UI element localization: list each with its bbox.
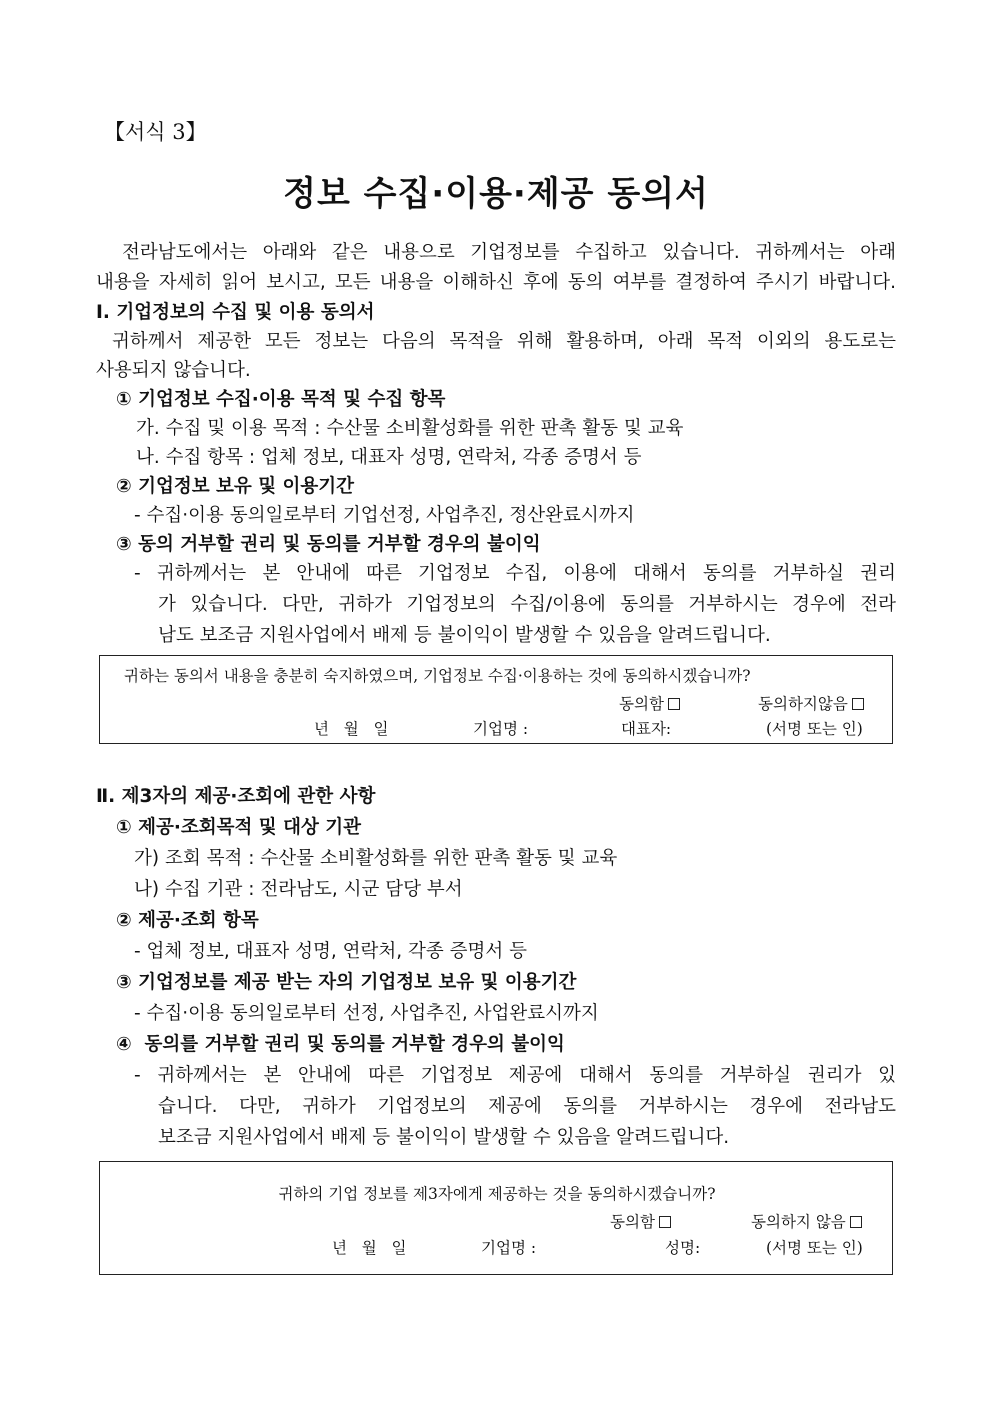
agree-label: 동의함: [610, 1213, 655, 1231]
section2-item3-title: ③ 기업정보를 제공 받는 자의 기업정보 보유 및 이용기간: [116, 972, 577, 993]
signature-field-1: (서명 또는 인): [766, 720, 863, 738]
disagree-checkbox[interactable]: [852, 698, 864, 710]
form-number: 【서식 3】: [104, 120, 207, 144]
section2-item2-a: - 업체 정보, 대표자 성명, 연락처, 각종 증명서 등: [134, 941, 528, 962]
section1-item1-a: 가. 수집 및 이용 목적 : 수산물 소비활성화를 위한 판촉 활동 및 교육: [136, 418, 684, 439]
disagree-label: 동의하지 않음: [751, 1213, 846, 1231]
section1-item3-title: ③ 동의 거부할 권리 및 동의를 거부할 경우의 불이익: [116, 534, 541, 555]
section1-item3-a1: - 귀하께서는 본 안내에 따른 기업정보 수집, 이용에 대해서 동의를 거부하실 권리: [134, 563, 896, 584]
section1-item3-a2: 가 있습니다. 다만, 귀하가 기업정보의 수집/이용에 동의를 거부하시는 경우에 전라: [158, 594, 896, 615]
section2-item4-title: ④ 동의를 거부할 권리 및 동의를 거부할 경우의 불이익: [116, 1034, 565, 1055]
representative-field: 대표자:: [621, 720, 672, 738]
name-field: 성명:: [665, 1239, 701, 1257]
disagree-option-1[interactable]: [758, 692, 864, 714]
company-field-2: 기업명 :: [481, 1239, 537, 1257]
section2-item2-title: ② 제공·조회 항목: [116, 910, 259, 931]
section2-item4-a3: 보조금 지원사업에서 배제 등 불이익이 발생할 수 있음을 알려드립니다.: [158, 1127, 730, 1148]
section1-item2-a: - 수집·이용 동의일로부터 기업선정, 사업추진, 정산완료시까지: [134, 505, 635, 526]
consent-question-2: 귀하의 기업 정보를 제3자에게 제공하는 것을 동의하시겠습니까?: [278, 1185, 716, 1203]
section1-item1-b: 나. 수집 항목 : 업체 정보, 대표자 성명, 연락처, 각종 증명서 등: [136, 447, 642, 468]
consent-question-1: 귀하는 동의서 내용을 충분히 숙지하였으며, 기업정보 수집·이용하는 것에 동의하시겠습니까?: [124, 667, 751, 685]
disagree-checkbox[interactable]: [850, 1216, 862, 1228]
page-title: 정보 수집·이용·제공 동의서: [283, 174, 709, 214]
signature-field-2: (서명 또는 인): [766, 1239, 863, 1257]
section2-heading: Ⅱ. 제3자의 제공·조회에 관한 사항: [96, 786, 376, 807]
section2-item4-a1: - 귀하께서는 본 안내에 따른 기업정보 제공에 대해서 동의를 거부하실 권리가 있: [134, 1065, 896, 1086]
section1-item1-title: ① 기업정보 수집·이용 목적 및 수집 항목: [116, 389, 446, 410]
section1-heading: Ⅰ. 기업정보의 수집 및 이용 동의서: [96, 302, 375, 323]
disagree-label: 동의하지않음: [758, 695, 848, 713]
agree-checkbox[interactable]: [668, 698, 680, 710]
section2-item1-a: 가) 조회 목적 : 수산물 소비활성화를 위한 판촉 활동 및 교육: [134, 848, 618, 869]
intro-line-1: 전라남도에서는 아래와 같은 내용으로 기업정보를 수집하고 있습니다. 귀하께서는 아래: [122, 242, 896, 263]
intro-line-2: 내용을 자세히 읽어 보시고, 모든 내용을 이해하신 후에 동의 여부를 결정하여 주시기 바랍니다.: [96, 272, 896, 293]
consent-box-1: [99, 655, 893, 744]
consent-box-2: [99, 1161, 893, 1275]
section1-item2-title: ② 기업정보 보유 및 이용기간: [116, 476, 355, 497]
section1-desc-1: 귀하께서 제공한 모든 정보는 다음의 목적을 위해 활용하며, 아래 목적 이외의 용도로는: [112, 331, 896, 352]
agree-checkbox[interactable]: [659, 1216, 671, 1228]
section2-item3-a: - 수집·이용 동의일로부터 선정, 사업추진, 사업완료시까지: [134, 1003, 599, 1024]
date-field-2: 년 월 일: [332, 1239, 407, 1257]
section2-item1-title: ① 제공·조회목적 및 대상 기관: [116, 817, 362, 838]
agree-option-2[interactable]: [610, 1210, 671, 1232]
section2-item4-a2: 습니다. 다만, 귀하가 기업정보의 제공에 동의를 거부하시는 경우에 전라남도: [158, 1096, 896, 1117]
agree-option-1[interactable]: [619, 692, 680, 714]
section1-item3-a3: 남도 보조금 지원사업에서 배제 등 불이익이 발생할 수 있음을 알려드립니다.: [158, 625, 771, 646]
section2-item1-b: 나) 수집 기관 : 전라남도, 시군 담당 부서: [134, 879, 463, 900]
section1-desc-2: 사용되지 않습니다.: [96, 360, 251, 381]
company-field-1: 기업명 :: [473, 720, 529, 738]
date-field-1: 년 월 일: [314, 720, 389, 738]
disagree-option-2[interactable]: [751, 1210, 862, 1232]
agree-label: 동의함: [619, 695, 664, 713]
